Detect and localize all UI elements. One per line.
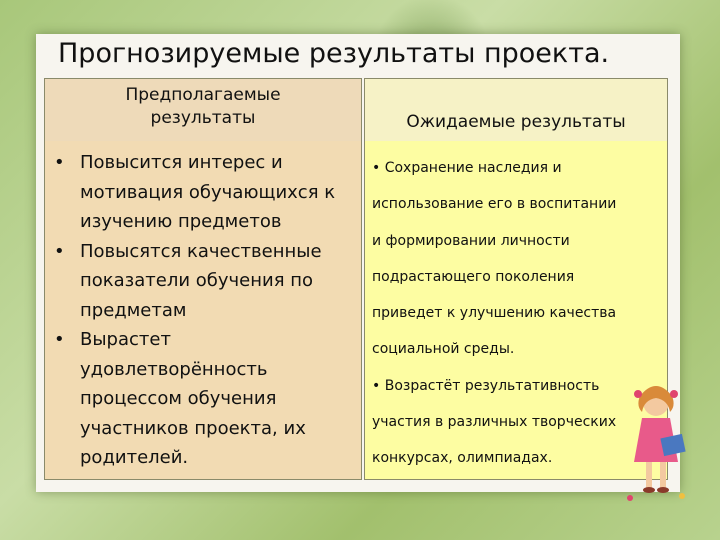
bullet-icon: • bbox=[54, 152, 65, 173]
text-line: конкурсах, олимпиадах. bbox=[372, 450, 553, 467]
text-line: • Возрастёт результативность bbox=[372, 377, 600, 394]
girl-illustration-icon bbox=[618, 380, 698, 510]
right-column-header: Ожидаемые результаты bbox=[406, 112, 626, 132]
left-column-header: Предполагаемые результаты bbox=[125, 85, 281, 128]
bullet-icon: • bbox=[54, 329, 65, 350]
bullet-icon: • bbox=[54, 240, 65, 262]
page-title: Прогнозируемые результаты проекта. bbox=[58, 38, 610, 69]
list-item: • Повысится интерес и мотивация обучающихся к изучению предметов bbox=[52, 148, 362, 237]
text-line: использование его в воспитании bbox=[372, 196, 617, 213]
text-line: подрастающего поколения bbox=[372, 268, 575, 285]
text-line: • Сохранение наследия и bbox=[372, 160, 562, 176]
text-line: приведет к улучшению качества bbox=[372, 305, 617, 322]
text-line: социальной среды. bbox=[372, 341, 515, 358]
left-bullet-list bbox=[52, 148, 362, 473]
text-line: и формировании личности bbox=[372, 232, 570, 249]
list-item: • Повысятся качественные показатели обучения по предметам bbox=[52, 237, 362, 326]
text-line: участия в различных творческих bbox=[372, 414, 617, 431]
list-item: • Вырастет удовлетворённость процессом обучения участников проекта, их родителей. bbox=[52, 325, 362, 473]
